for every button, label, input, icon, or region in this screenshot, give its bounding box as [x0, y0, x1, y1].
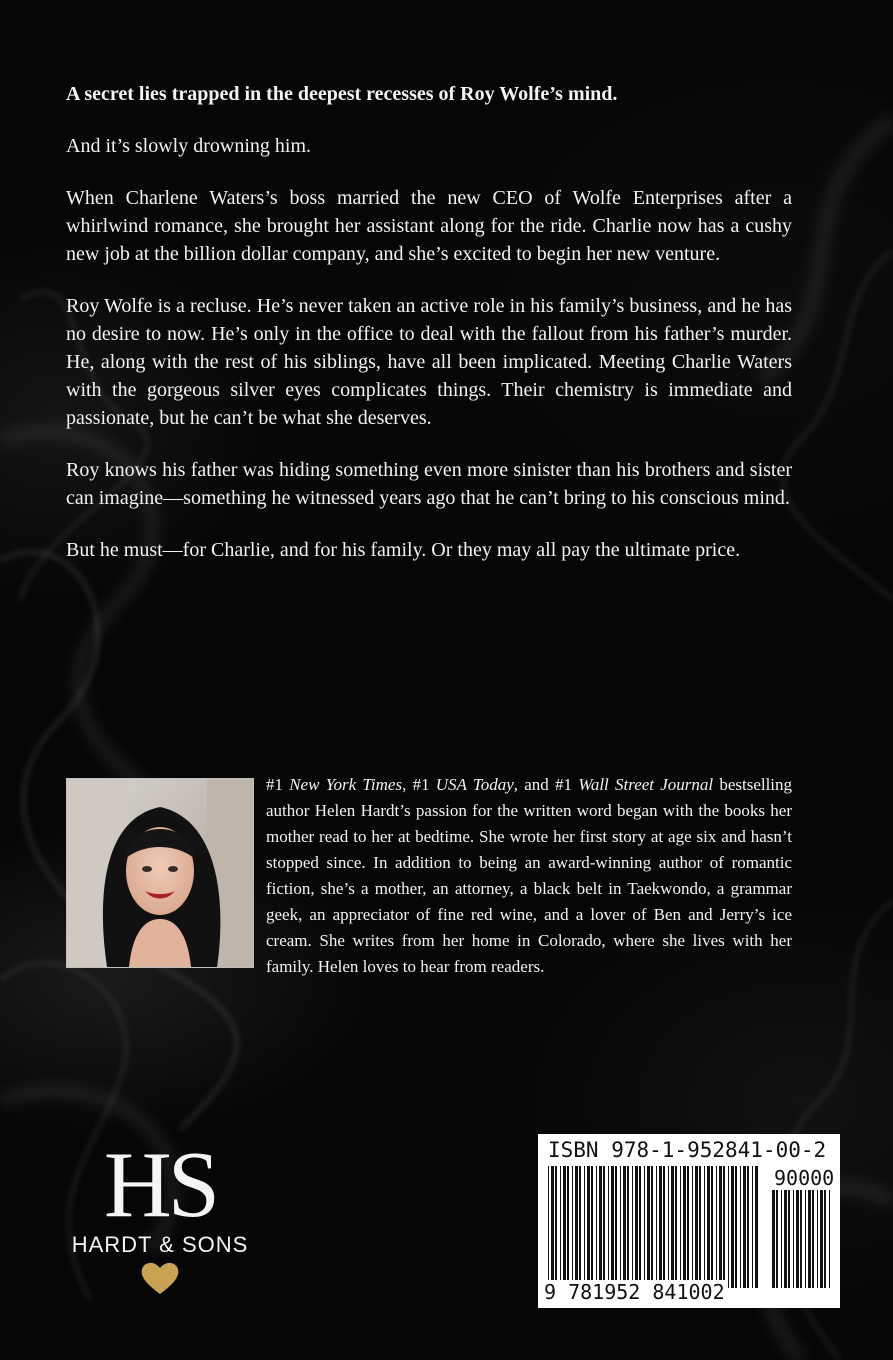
barcode-bar [824, 1190, 826, 1288]
barcode-bar [800, 1190, 802, 1288]
barcode-bar [716, 1166, 717, 1288]
barcode-bar [560, 1166, 561, 1288]
barcode-bar [615, 1166, 617, 1288]
bio-rank: #1 [266, 775, 290, 794]
barcode-bar [647, 1166, 650, 1288]
barcode-bar [596, 1166, 597, 1288]
bio-publication: USA Today [435, 775, 514, 794]
price-code: 90000 [774, 1166, 835, 1190]
barcode-bar [796, 1190, 799, 1288]
ean-barcode-bars [546, 1166, 760, 1288]
barcode-bar [551, 1166, 554, 1288]
barcode-bar [793, 1190, 794, 1288]
barcode-bar [723, 1166, 725, 1288]
blurb-paragraph: Roy knows his father was hiding something even more sinister than his brothers and sister can imagine—something he witnessed years ago that he can’t bring to his conscious mind. [66, 459, 792, 509]
author-bio [266, 772, 792, 980]
barcode-bar [731, 1166, 734, 1288]
isbn-barcode [538, 1134, 840, 1308]
barcode-bar [817, 1190, 818, 1288]
barcode-bar [680, 1166, 681, 1288]
barcode-bar [695, 1166, 698, 1288]
barcode-bar [639, 1166, 641, 1288]
bio-publication: Wall Street Journal [578, 775, 714, 794]
barcode-digits: 9 781952 841002 [544, 1280, 725, 1304]
bio-rank: , and #1 [513, 775, 579, 794]
barcode-bar [776, 1190, 778, 1288]
barcode-bar [784, 1190, 787, 1288]
barcode-bar [668, 1166, 669, 1288]
price-barcode-bars [770, 1190, 832, 1288]
barcode-bar [812, 1190, 814, 1288]
barcode-bar [548, 1166, 549, 1288]
blurb-paragraph: Roy Wolfe is a recluse. He’s never taken an active role in his family’s business, and he has no desire to now. He’s only in the office to deal with the fallout from his father’s murder. He, along with the rest of his siblings, have all been implicated. Meeting Charlie Waters with the gorgeous silver eyes complicates things. Their chemistry is immediate and passionate, but he can’t be what she deserves. [66, 295, 792, 429]
barcode-bar [635, 1166, 638, 1288]
barcode-bar [555, 1166, 557, 1288]
barcode-bar [663, 1166, 665, 1288]
bio-rank: , #1 [402, 775, 436, 794]
barcode-bar [603, 1166, 605, 1288]
barcode-bar [743, 1166, 746, 1288]
barcode-bar [567, 1166, 569, 1288]
barcode-bar [591, 1166, 593, 1288]
barcode-bar [752, 1166, 753, 1288]
blurb-lead: A secret lies trapped in the deepest recesses of Roy Wolfe’s mind. [66, 83, 618, 105]
barcode-bar [699, 1166, 701, 1288]
barcode-bar [728, 1166, 729, 1288]
barcode-bar [579, 1166, 581, 1288]
publisher-name: HARDT & SONS [71, 1232, 249, 1257]
blurb-paragraph: But he must—for Charlie, and for his family. Or they may all pay the ultimate price. [66, 539, 741, 561]
barcode-bar [675, 1166, 677, 1288]
heart-icon [140, 1260, 180, 1296]
isbn-label: ISBN 978-1-952841-00-2 [548, 1138, 827, 1162]
barcode-bar [620, 1166, 621, 1288]
barcode-bar [608, 1166, 609, 1288]
barcode-bar [687, 1166, 689, 1288]
barcode-bar [683, 1166, 686, 1288]
barcode-bar [820, 1190, 823, 1288]
blurb-paragraph: And it’s slowly drowning him. [66, 135, 312, 157]
barcode-bar [572, 1166, 573, 1288]
barcode-bar [829, 1190, 830, 1288]
cover-blurb [66, 80, 792, 588]
barcode-bar [584, 1166, 585, 1288]
barcode-bar [671, 1166, 674, 1288]
barcode-bar [740, 1166, 741, 1288]
barcode-bar [575, 1166, 578, 1288]
barcode-bar [788, 1190, 790, 1288]
barcode-bar [651, 1166, 653, 1288]
barcode-bar [587, 1166, 590, 1288]
bio-text: bestselling author Helen Hardt’s passion for the written word began with the books her mother read to her at bedtime. She wrote her first story at age six and hasn’t stopped since. In addition to being an award-winning author of romantic fiction, she’s a mother, an attorney, a black belt in Taekwondo, a grammar geek, an appreciator of fine red wine, and a lover of Ben and Jerry’s ice cream. She writes from her home in Colorado, where she lives with her family. Helen loves to hear from readers. [266, 775, 793, 976]
barcode-bar [772, 1190, 775, 1288]
barcode-bar [747, 1166, 749, 1288]
barcode-bar [719, 1166, 722, 1288]
barcode-bar [599, 1166, 602, 1288]
barcode-bar [711, 1166, 713, 1288]
barcode-bar [563, 1166, 566, 1288]
publisher-monogram: HS [103, 1133, 217, 1237]
barcode-bar [707, 1166, 710, 1288]
barcode-bar [805, 1190, 806, 1288]
barcode-bar [692, 1166, 693, 1288]
barcode-bar [644, 1166, 645, 1288]
barcode-bar [781, 1190, 782, 1288]
barcode-bar [808, 1190, 811, 1288]
barcode-bar [611, 1166, 614, 1288]
barcode-bar [632, 1166, 633, 1288]
barcode-bar [704, 1166, 705, 1288]
bio-publication: New York Times [289, 775, 403, 794]
barcode-bar [623, 1166, 626, 1288]
publisher-logo [64, 1133, 256, 1301]
author-photo [66, 778, 254, 968]
barcode-bar [659, 1166, 662, 1288]
barcode-bar [627, 1166, 629, 1288]
blurb-paragraph: When Charlene Waters’s boss married the new CEO of Wolfe Enterprises after a whirlwind romance, she brought her assistant along for the ride. Charlie now has a cushy new job at the billion dollar company, and she’s excited to begin her new venture. [66, 187, 792, 265]
barcode-bar [656, 1166, 657, 1288]
barcode-bar [735, 1166, 737, 1288]
barcode-bar [755, 1166, 758, 1288]
